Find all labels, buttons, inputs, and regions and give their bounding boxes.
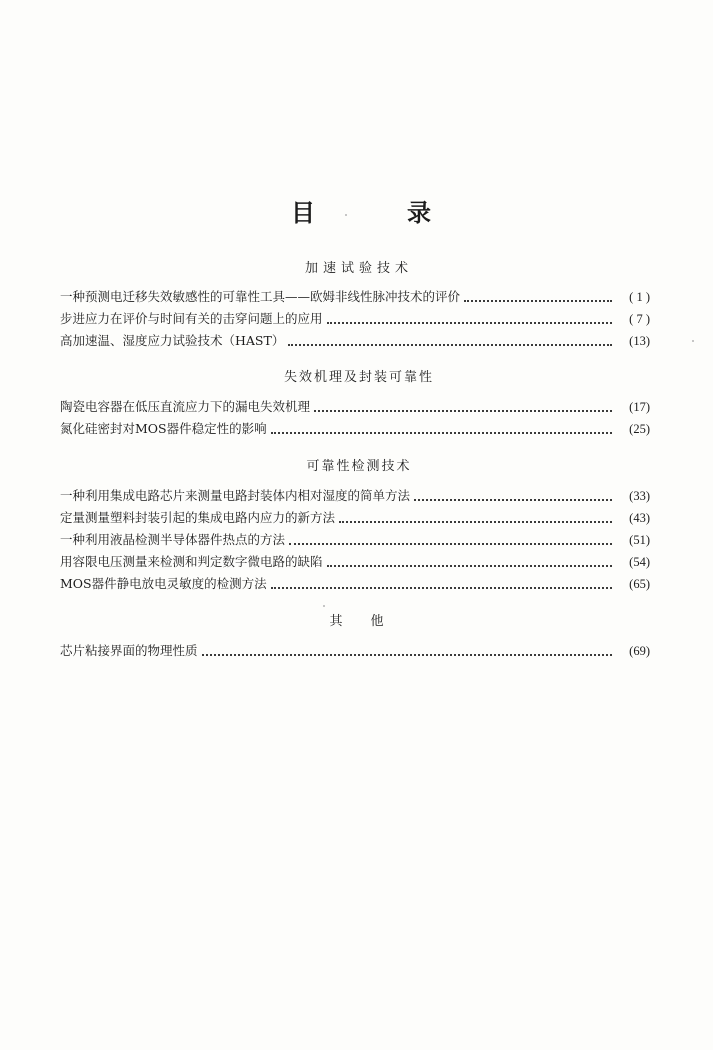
- toc-title-char-2: 录: [407, 198, 431, 227]
- toc-entry-page: (17): [629, 400, 650, 414]
- toc-entry[interactable]: [60, 507, 650, 527]
- toc-entry[interactable]: [60, 551, 650, 571]
- section-heading: 可靠性检测技术: [306, 459, 412, 474]
- toc-entry[interactable]: [60, 418, 650, 438]
- toc-entry-page: (51): [629, 533, 650, 547]
- scan-speck: [345, 214, 347, 216]
- toc-entry-title: 芯片粘接界面的物理性质: [60, 643, 198, 658]
- dot-leader: [464, 299, 612, 302]
- toc-entry[interactable]: [60, 308, 650, 328]
- toc-title-char-1: 目: [291, 198, 315, 227]
- toc-entry-page: (25): [629, 422, 650, 436]
- toc-entry-page: (54): [629, 555, 650, 569]
- toc-entry-title: 步进应力在评价与时间有关的击穿问题上的应用: [60, 311, 323, 326]
- toc-entry-title: 一种利用液晶检测半导体器件热点的方法: [60, 532, 286, 547]
- dot-leader: [288, 343, 612, 346]
- toc-entry-title: 高加速温、湿度应力试验技术（HAST）: [60, 333, 285, 348]
- toc-entry-page: (65): [629, 577, 650, 591]
- toc-entry[interactable]: [60, 640, 650, 660]
- toc-entry[interactable]: [60, 286, 650, 306]
- toc-entry-title: 一种预测电迁移失效敏感性的可靠性工具——欧姆非线性脉冲技术的评价: [60, 289, 461, 304]
- dot-leader: [414, 498, 612, 501]
- section-heading: 其他: [329, 614, 412, 629]
- dot-leader: [289, 542, 612, 545]
- toc-entry-page: ( 7 ): [629, 312, 650, 326]
- toc-entry-page: (43): [629, 511, 650, 525]
- toc-entry-title: 一种利用集成电路芯片来测量电路封装体内相对湿度的简单方法: [60, 488, 411, 503]
- toc-entry[interactable]: [60, 485, 650, 505]
- dot-leader: [314, 409, 612, 412]
- toc-entry-page: ( 1 ): [629, 290, 650, 304]
- dot-leader: [339, 520, 612, 523]
- section-heading: 失效机理及封装可靠性: [283, 370, 434, 385]
- dot-leader: [202, 653, 612, 656]
- toc-entry-page: (69): [629, 644, 650, 658]
- toc-title: [0, 198, 713, 234]
- toc-entry-title: 定量测量塑料封装引起的集成电路内应力的新方法: [60, 510, 336, 525]
- toc-entry[interactable]: [60, 396, 650, 416]
- toc-entry-page: (33): [629, 489, 650, 503]
- dot-leader: [271, 431, 612, 434]
- dot-leader: [327, 564, 612, 567]
- section-heading: 加速试验技术: [304, 261, 413, 276]
- scan-speck: [692, 340, 694, 342]
- toc-entry[interactable]: [60, 573, 650, 593]
- toc-entry-title: 陶瓷电容器在低压直流应力下的漏电失效机理: [60, 399, 311, 414]
- toc-entry-title: 氮化硅密封对MOS器件稳定性的影响: [60, 421, 267, 436]
- toc-entry[interactable]: [60, 330, 650, 350]
- toc-entry-title: MOS器件静电放电灵敏度的检测方法: [60, 576, 267, 591]
- toc-entry[interactable]: [60, 529, 650, 549]
- toc-entry-page: (13): [629, 334, 650, 348]
- toc-entry-title: 用容限电压测量来检测和判定数字微电路的缺陷: [60, 554, 323, 569]
- dot-leader: [271, 586, 612, 589]
- dot-leader: [327, 321, 612, 324]
- scan-speck: [323, 605, 325, 607]
